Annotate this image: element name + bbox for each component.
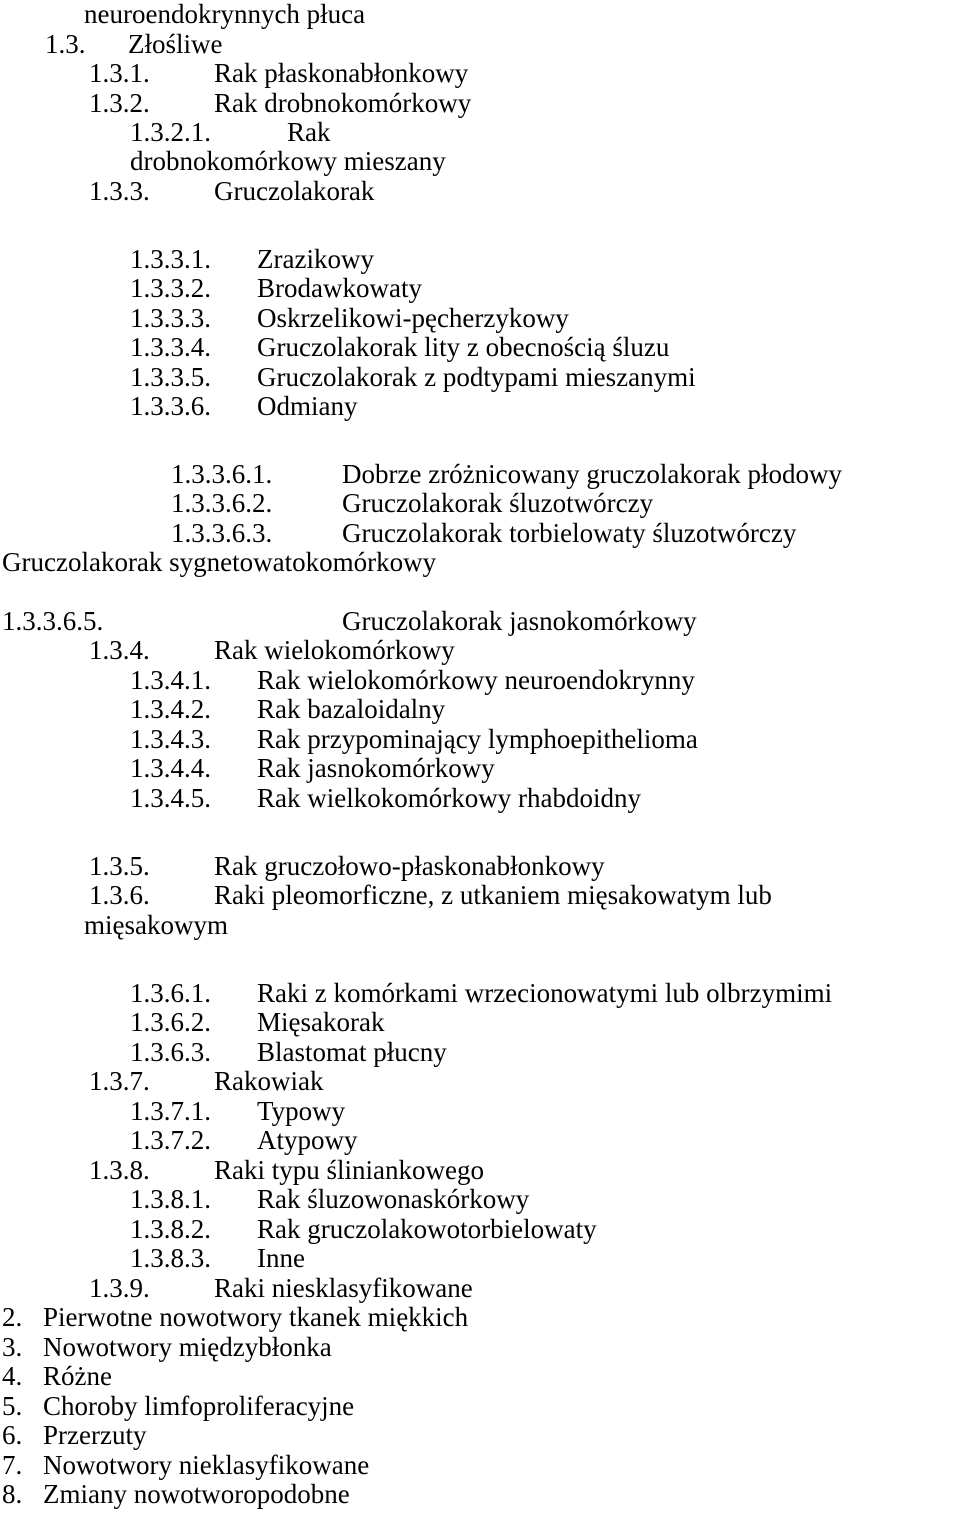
item-number: 1.3.6.2.: [130, 1007, 211, 1037]
item-number: 1.3.3.1.: [130, 244, 211, 274]
item-text: Gruczolakorak torbielowaty śluzotwórczy: [342, 518, 797, 548]
item-text: Pierwotne nowotwory tkanek miękkich: [43, 1302, 469, 1332]
item-text: Raki typu śliniankowego: [214, 1155, 484, 1185]
item-number: 1.3.8.3.: [130, 1243, 211, 1273]
item-number: 1.3.3.4.: [130, 332, 211, 362]
item-number: 1.3.4.: [89, 635, 150, 665]
item-text: Rak płaskonabłonkowy: [214, 58, 469, 88]
item-text: Raki pleomorficzne, z utkaniem mięsakowatym lub: [214, 880, 772, 910]
item-text: Rak przypominający lymphoepithelioma: [257, 724, 698, 754]
item-number: 1.3.8.: [89, 1155, 150, 1185]
item-number: 2.: [2, 1302, 23, 1332]
item-number: 1.3.1.: [89, 58, 150, 88]
item-number: 1.3.3.6.3.: [171, 518, 273, 548]
item-number: 1.3.: [45, 29, 86, 59]
item-number: 1.3.9.: [89, 1273, 150, 1303]
item-text: Gruczolakorak jasnokomórkowy: [342, 606, 697, 636]
item-text: Rak bazaloidalny: [257, 694, 446, 724]
item-number: 1.3.4.5.: [130, 783, 211, 813]
item-number: 1.3.6.1.: [130, 978, 211, 1008]
item-text: Raki niesklasyfikowane: [214, 1273, 473, 1303]
item-number: 1.3.3.5.: [130, 362, 211, 392]
item-text: Przerzuty: [43, 1420, 147, 1450]
item-number: 1.3.3.: [89, 176, 150, 206]
item-number: 1.3.4.1.: [130, 665, 211, 695]
item-number: 1.3.5.: [89, 851, 150, 881]
item-text: Oskrzelikowi-pęcherzykowy: [257, 303, 569, 333]
item-text: Rak śluzowonaskórkowy: [257, 1184, 530, 1214]
item-number: 4.: [2, 1361, 23, 1391]
item-text: mięsakowym: [84, 910, 228, 940]
item-text: Rak wielokomórkowy neuroendokrynny: [257, 665, 695, 695]
item-text: Nowotwory nieklasyfikowane: [43, 1450, 370, 1480]
item-number: 8.: [2, 1479, 23, 1509]
item-text: Rak drobnokomórkowy: [214, 88, 472, 118]
item-text: Mięsakorak: [257, 1007, 385, 1037]
item-number: 3.: [2, 1332, 23, 1362]
item-number: 1.3.4.3.: [130, 724, 211, 754]
item-text: Gruczolakorak sygnetowatokomórkowy: [2, 547, 437, 577]
item-number: 1.3.3.6.1.: [171, 459, 273, 489]
item-text: Gruczolakorak z podtypami mieszanymi: [257, 362, 696, 392]
item-text: Raki z komórkami wrzecionowatymi lub olbrzymimi: [257, 978, 833, 1008]
item-text: Blastomat płucny: [257, 1037, 447, 1067]
item-number: 6.: [2, 1420, 23, 1450]
item-number: 1.3.2.: [89, 88, 150, 118]
item-text: Zmiany nowotworopodobne: [43, 1479, 350, 1509]
item-text: Zrazikowy: [257, 244, 374, 274]
item-text: Dobrze zróżnicowany gruczolakorak płodowy: [342, 459, 843, 489]
item-text: Typowy: [257, 1096, 346, 1126]
item-text: Złośliwe: [128, 29, 223, 59]
item-text: Rak gruczolakowotorbielowaty: [257, 1214, 597, 1244]
item-number: 1.3.7.1.: [130, 1096, 211, 1126]
item-number: 1.3.3.2.: [130, 273, 211, 303]
item-number: 1.3.8.1.: [130, 1184, 211, 1214]
item-text: Brodawkowaty: [257, 273, 422, 303]
item-text: Rak wielokomórkowy: [214, 635, 455, 665]
item-text: Rak wielkokomórkowy rhabdoidny: [257, 783, 641, 813]
item-number: 1.3.8.2.: [130, 1214, 211, 1244]
item-number: 1.3.4.2.: [130, 694, 211, 724]
item-text: Choroby limfoproliferacyjne: [43, 1391, 355, 1421]
item-number: 1.3.3.3.: [130, 303, 211, 333]
item-text: Gruczolakorak śluzotwórczy: [342, 488, 654, 518]
item-text: Odmiany: [257, 391, 358, 421]
item-number: 5.: [2, 1391, 23, 1421]
item-text: Rak gruczołowo-płaskonabłonkowy: [214, 851, 605, 881]
item-text: Inne: [257, 1243, 305, 1273]
item-number: 1.3.2.1.: [130, 117, 211, 147]
item-text: Gruczolakorak: [214, 176, 375, 206]
item-number: 1.3.4.4.: [130, 753, 211, 783]
item-text: Rakowiak: [214, 1066, 324, 1096]
item-number: 1.3.6.: [89, 880, 150, 910]
item-number: 1.3.7.2.: [130, 1125, 211, 1155]
item-number: 1.3.6.3.: [130, 1037, 211, 1067]
item-number: 1.3.3.6.2.: [171, 488, 273, 518]
item-text: neuroendokrynnych płuca: [84, 0, 366, 29]
item-text: drobnokomórkowy mieszany: [130, 146, 446, 176]
item-text: Rak jasnokomórkowy: [257, 753, 495, 783]
item-number: 1.3.3.6.: [130, 391, 211, 421]
item-text: Rak: [287, 117, 331, 147]
item-text: Różne: [43, 1361, 112, 1391]
item-text: Nowotwory międzybłonka: [43, 1332, 332, 1362]
item-text: Atypowy: [257, 1125, 358, 1155]
item-text: Gruczolakorak lity z obecnością śluzu: [257, 332, 670, 362]
item-number: 1.3.3.6.5.: [2, 606, 104, 636]
item-number: 7.: [2, 1450, 23, 1480]
item-number: 1.3.7.: [89, 1066, 150, 1096]
